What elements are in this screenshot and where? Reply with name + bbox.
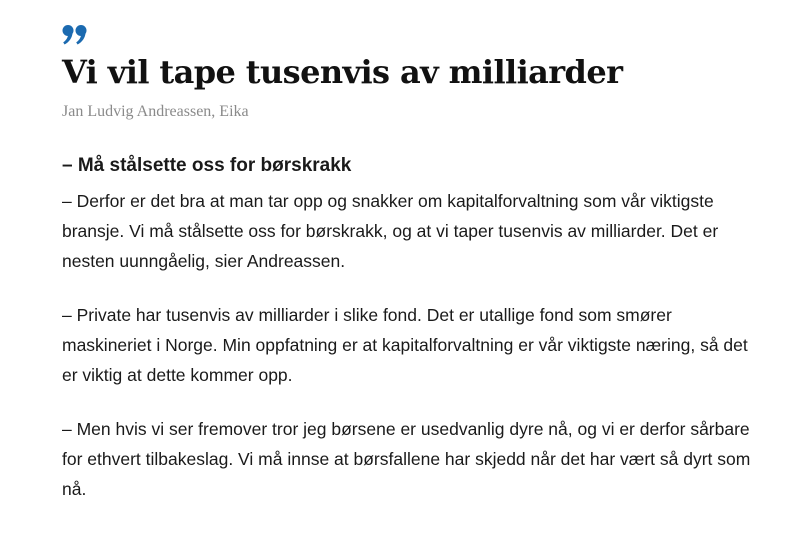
subheading: – Må stålsette oss for børskrakk <box>62 155 352 176</box>
article <box>62 24 762 504</box>
byline: Jan Ludvig Andreassen, Eika <box>62 103 249 120</box>
headline: Vi vil tape tusenvis av milliarder <box>62 53 623 91</box>
paragraph: – Private har tusenvis av milliarder i slike fond. Det er utallige fond som smører maskineriet i Norge. Min oppfatning er at kapitalforvaltning er vår viktigste næring, så det er viktig at dette kommer opp. <box>62 305 748 385</box>
paragraph: – Men hvis vi ser fremover tror jeg børsene er usedvanlig dyre nå, og vi er derfor sårbare for ethvert tilbakeslag. Vi må innse at børsfallene har skjedd når det har vært så dyrt som nå. <box>62 419 751 499</box>
paragraph: – Derfor er det bra at man tar opp og snakker om kapitalforvaltning som vår viktigste bransje. Vi må stålsette oss for børskrakk, og at vi taper tusenvis av milliarder. Det er nesten uunngåelig, sier Andreassen. <box>62 191 719 271</box>
quote-icon <box>62 24 88 46</box>
